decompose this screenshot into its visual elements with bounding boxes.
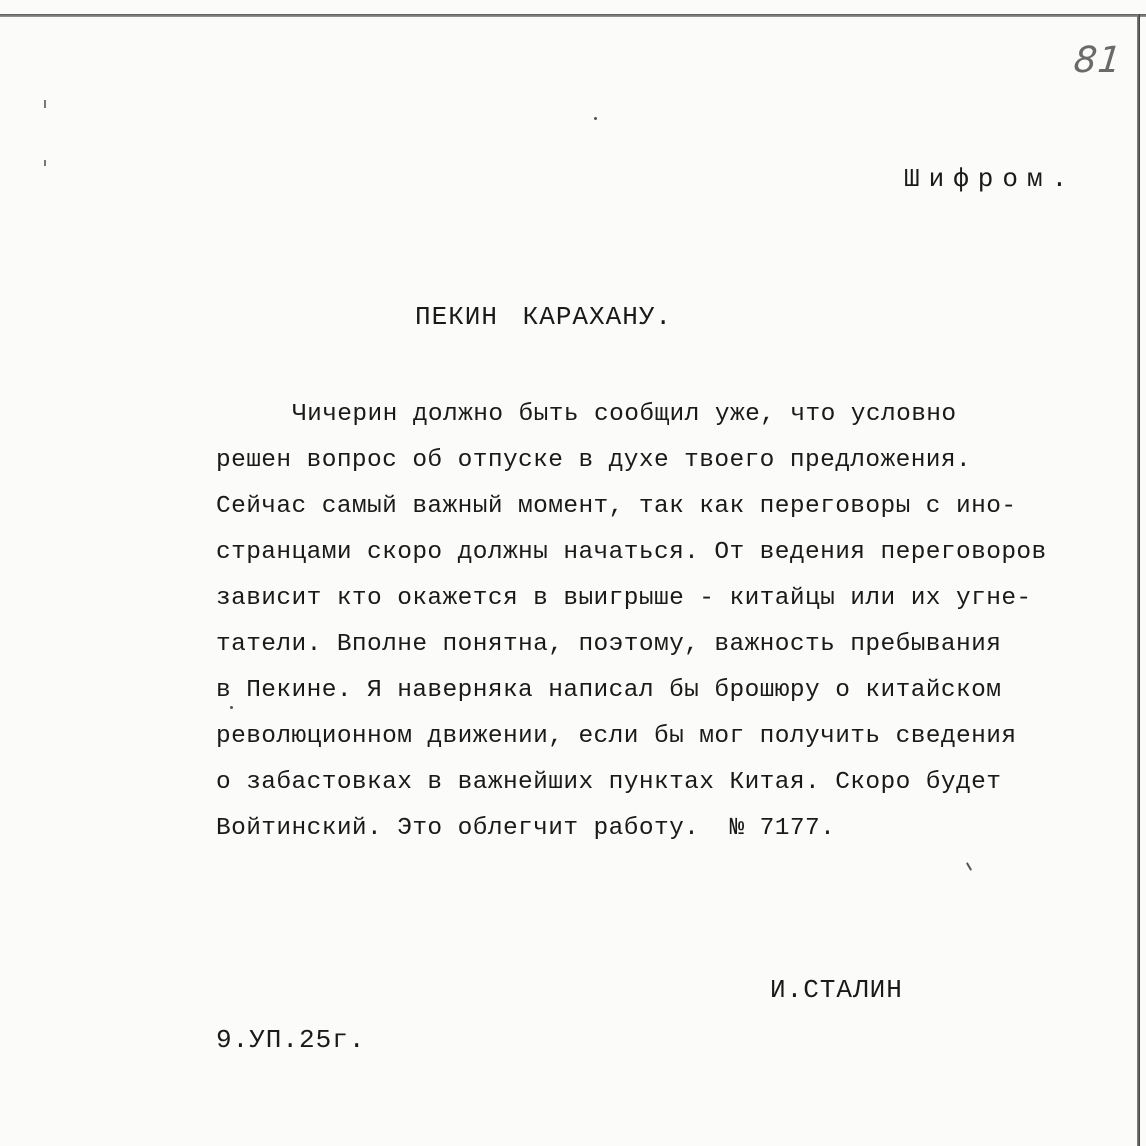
scan-edge-right <box>1137 14 1140 1146</box>
body-line: Чичерин должно быть сообщил уже, что условно <box>292 401 957 428</box>
body-line: зависит кто окажется в выигрыше - китайцы или их угне- <box>216 585 1032 612</box>
scan-speck <box>966 862 972 871</box>
scan-mark <box>44 160 46 166</box>
page-number: 81 <box>1071 40 1124 81</box>
document-date: 9.УП.25г. <box>216 1025 366 1055</box>
body-line: в Пекине. Я наверняка написал бы брошюру о китайском <box>216 677 1002 704</box>
body-line: решен вопрос об отпуске в духе твоего предложения. <box>216 447 972 474</box>
scan-speck <box>594 117 597 120</box>
body-line: Войтинский. Это облегчит работу. № 7177. <box>216 815 836 842</box>
telegram-body <box>216 392 1096 852</box>
addressee-heading: ПЕКИН КАРАХАНУ. <box>415 302 673 332</box>
cipher-mark: Шифром. <box>904 164 1077 194</box>
body-line: странцами скоро должны начаться. От ведения переговоров <box>216 539 1047 566</box>
body-line: Сейчас самый важный момент, так как переговоры с ино- <box>216 493 1017 520</box>
body-line: революционном движении, если бы мог получить сведения <box>216 723 1017 750</box>
signature: И.СТАЛИН <box>770 975 903 1005</box>
scan-edge-top <box>0 14 1146 17</box>
body-line: татели. Вполне понятна, поэтому, важность пребывания <box>216 631 1002 658</box>
scan-mark <box>44 100 46 108</box>
body-line: о забастовках в важнейших пунктах Китая. Скоро будет <box>216 769 1002 796</box>
